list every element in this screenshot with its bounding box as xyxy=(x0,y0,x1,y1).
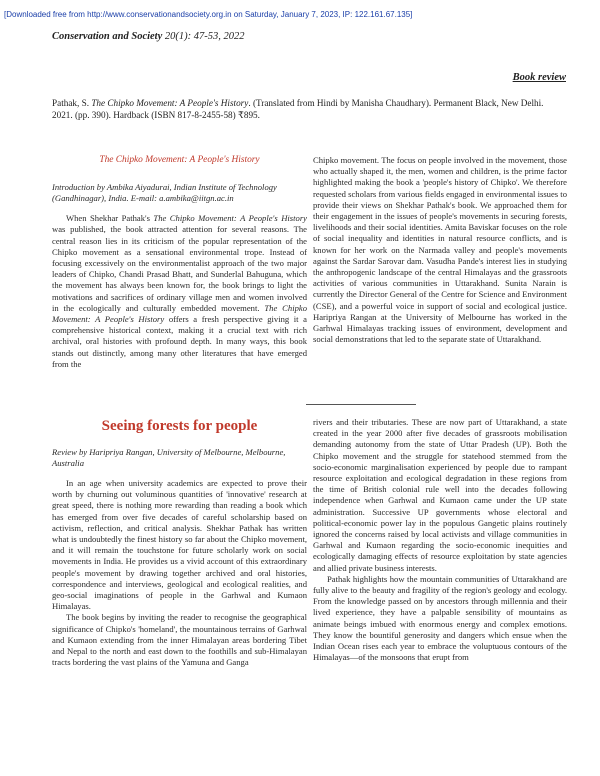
review-paragraph-2: The book begins by inviting the reader to recognise the geographical significance of Chipko's 'homeland', the mountainous terrains of Garhwal and Kumaon extending from the inner Himalayan areas bordering Tibet and Nepal to the north and east down to the foothills and sub-Himalayan tracts bordering the vast plains of the Yamuna and Ganga xyxy=(52,612,307,668)
section-label: Book review xyxy=(512,72,566,83)
review-left-column xyxy=(52,417,307,668)
citation-author: Pathak, S. xyxy=(52,98,90,108)
review-right-column xyxy=(313,417,567,663)
intro-p1-mid: was published, the book attracted attention for several reasons. The central reason lies in its criticism of the popular representation of the Chipko movement as a sensational environmental trope. Instead of focusing excessively on the environmentalist approach of the two major leaders of Chipko, Chandi Prasad Bhatt, and Sunderlal Bahuguna, which the movement has always been known for, the book brings to light the motivations and sacrifices of ordinary village men and women involved in the ecologically and culturally embedded movement. xyxy=(52,224,307,313)
review-right-paragraph-1: rivers and their tributaries. These are now part of Uttarakhand, a state created in the year 2000 after five decades of grassroots mobilisation demanding autonomy from the state of Uttar Pradesh (UP). Both the Chipko movement and the struggle for statehood stemmed from the socio-economic marginalisation experienced by people due to rampant resource exploitation and ecological degradation in these regions from the time of British colonial rule well into the decades following independence when Garhwal and Kumaon came under the UP state administration. Successive UP governments whose electoral and political-economic power lay in the populous Gangetic plains routinely ignored the concerns raised by local activists and village communities in Garhwal and Kumaon regarding the socio-economic inequities and ecologically damaging effects of resource exploitation by state agencies and allied private business interests. xyxy=(313,417,567,573)
intro-book-title-2: The Chipko Movement: A People's History xyxy=(52,302,307,325)
intro-left-column xyxy=(52,155,307,370)
intro-p1-end: offers a fresh perspective giving it a comprehensive historical context, making it a crucial text with rich archival, oral histories with profound depth. In many ways, this book stands out distinctly, among many other literatures that have emerged from the xyxy=(52,314,307,369)
review-heading: Seeing forests for people xyxy=(101,418,258,434)
intro-right-column xyxy=(313,155,567,345)
citation-title: The Chipko Movement: A People's History xyxy=(91,98,249,108)
review-right-paragraph-2: Pathak highlights how the mountain communities of Uttarakhand are fully alive to the beauty and fragility of the region's geology and ecology. From the knowledge passed on by ancestors through millennia and their lived experience, they have a palpable sensibility of mountains as animate beings imbued with enormous energy and complex emotions. They know the bountiful generosity and dangers which ensue when the Indian Ocean rises each year to embrace the voluptuous contours of the Himalayas—of the monsoons that erupt from xyxy=(313,573,567,663)
book-citation xyxy=(52,97,564,121)
intro-heading: The Chipko Movement: A People's History xyxy=(99,155,260,165)
journal-name: Conservation and Society xyxy=(52,31,163,42)
intro-paragraph xyxy=(52,213,307,370)
journal-volume: 20(1): 47-53, 2022 xyxy=(164,31,245,42)
intro-right-paragraph: Chipko movement. The focus on people involved in the movement, those who actually shaped it, the men, women and children, is the prime factor highlighted making the book a 'people's history of Chipko'. We therefore requested scholars from various fields engaged in environmental issues to provide their views on Shekhar Pathak's book. We approached them for their engagement in the issues of people's movements in securing forests, livelihoods and their social identities. Amita Baviskar focuses on the role of social inequality and identities in natural resource conflicts, and is known for her work on the Narmada valley and people's movements against the Sardar Sarovar dam. Vasudha Pande's interest lies in studying the anthropogenic landscape of the central Himalayas and the grassroots activities of various communities in Uttarakhand. Sunita Narain is currently the Director General of the Centre for Science and Environment (CSE), and a powerful voice in support of social and ecological justice. Haripriya Rangan at the University of Melbourne has worked in the Garhwal Himalayas tracking issues of environment, development and social demonstrations that led to the separate state of Uttarakhand. xyxy=(313,155,567,345)
intro-book-title: The Chipko Movement: A People's History xyxy=(153,213,307,224)
intro-byline: Introduction by Ambika Aiyadurai, Indian Institute of Technology (Gandhinagar), India. E-mail: a.ambika@iitgn.ac.in xyxy=(52,182,277,204)
section-divider xyxy=(306,404,416,405)
download-notice[interactable]: [Downloaded free from http://www.conservationandsociety.org.in on Saturday, January 7, 2023, IP: 122.161.67.135] xyxy=(4,10,413,19)
journal-header xyxy=(52,31,245,42)
review-paragraph-1: In an age when university academics are expected to prove their worth by churning out voluminous quantities of 'innovative' research at great speed, there is nothing more rewarding than reading a book which has emerged from over five decades of careful scholarship based on activism, reflection, and critical analysis. Shekhar Pathak has written what is undoubtedly the finest history so far about the Chipko movement, and it will remain the touchstone for future scholarly work on social movements in India. He provides us a vivid account of this extraordinary people's movement by drawing together archived and oral histories, correspondence and interviews, geological and ecological realities, and geo-social imaginations of people in the Garhwal and Kumaon Himalayas. xyxy=(52,478,307,612)
intro-p1-lead: When Shekhar Pathak's xyxy=(66,213,154,224)
citation-details: . (Translated from Hindi by Manisha Chaudhary). Permanent Black, New Delhi. 2021. (pp. 390). Hardback (ISBN 817-8-2455-58) ₹895. xyxy=(52,98,544,120)
review-byline: Review by Haripriya Rangan, University of Melbourne, Melbourne, Australia xyxy=(52,447,286,468)
